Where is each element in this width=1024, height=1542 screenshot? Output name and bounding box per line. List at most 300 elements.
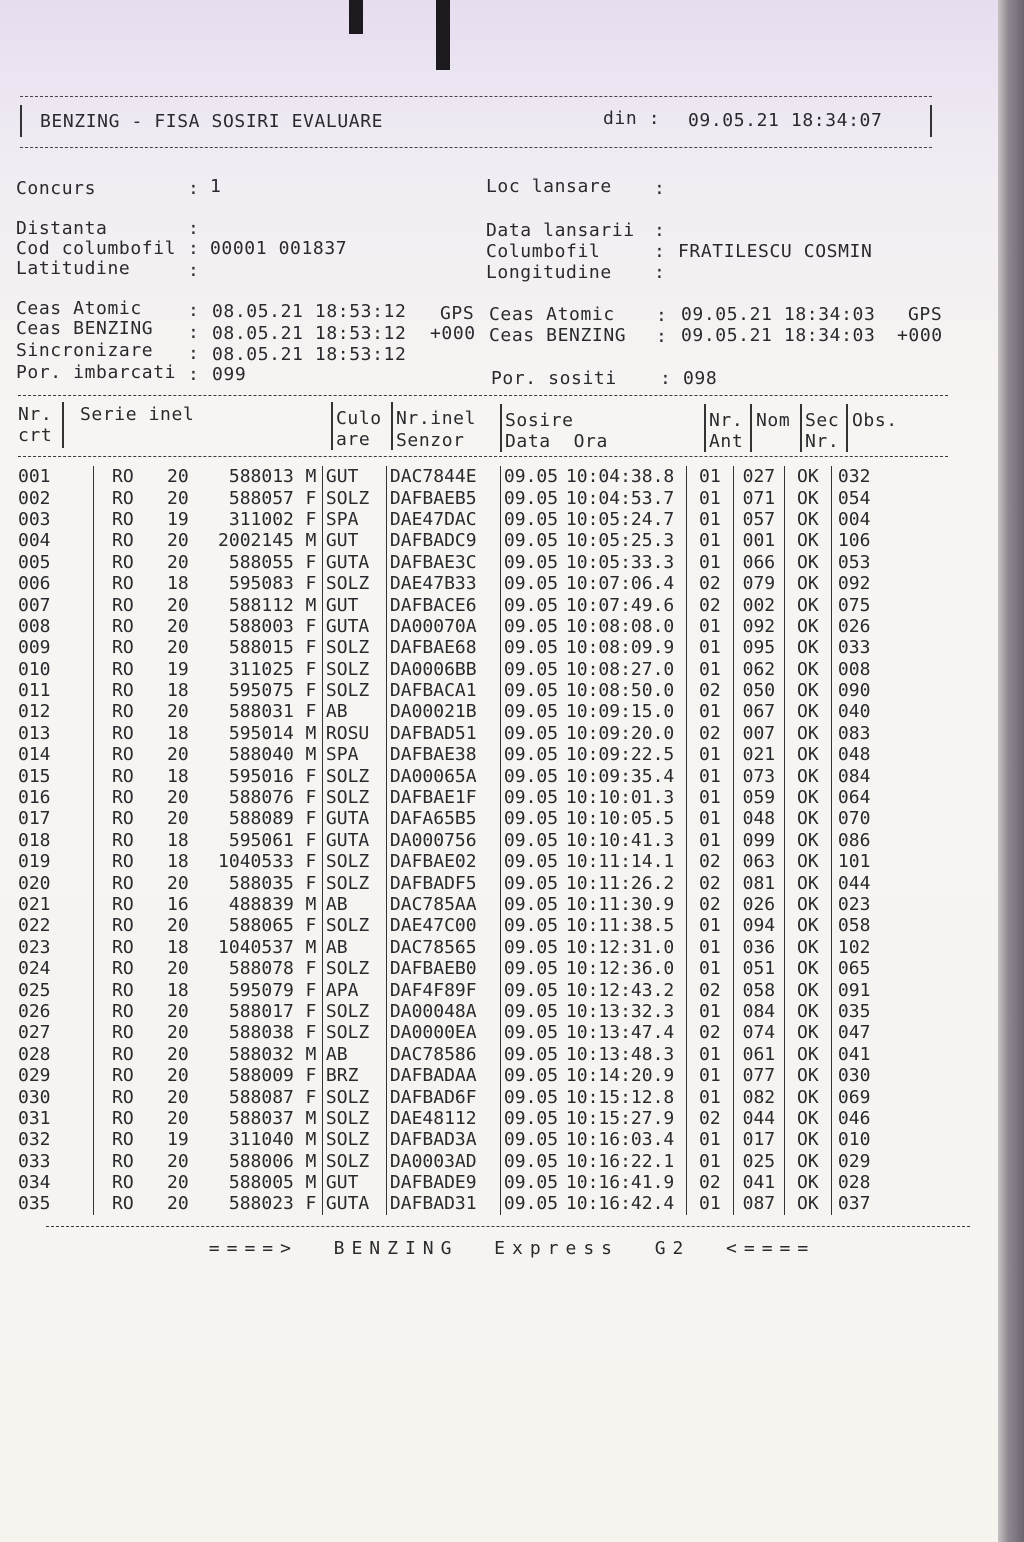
- cell-nom: 026: [733, 894, 784, 915]
- cell-nr-crt: 014: [18, 744, 51, 766]
- cell-ring: 588112: [228, 594, 294, 616]
- right-ceas-benzing-label: Ceas BENZING: [489, 325, 627, 346]
- cell-date: 09.05: [500, 830, 566, 851]
- right-ceas-atomic-src: GPS: [908, 304, 943, 325]
- cell-time: 10:16:41.9: [565, 1172, 675, 1194]
- cell-ring: 1040537: [218, 936, 294, 958]
- cell-nr-crt: 030: [18, 1086, 51, 1108]
- cell-time: 10:08:09.9: [565, 637, 675, 659]
- concurs-label: Concurs: [16, 178, 97, 199]
- cell-nr-crt: 032: [18, 1129, 51, 1151]
- colon: :: [656, 326, 668, 347]
- concurs-value: 1: [210, 176, 222, 197]
- cell-date: 09.05: [500, 680, 566, 701]
- cell-year: 20: [167, 530, 189, 552]
- cell-time: 10:12:36.0: [565, 958, 675, 980]
- cell-sec: OK: [784, 1086, 831, 1107]
- colon: :: [188, 300, 200, 321]
- cell-date: 09.05: [500, 573, 566, 594]
- cell-time: 10:12:31.0: [565, 936, 675, 958]
- cell-obs: 054: [831, 487, 888, 508]
- cell-sensor: DA00065A: [386, 765, 500, 786]
- cell-sec: OK: [784, 530, 831, 551]
- header-divider: [846, 404, 848, 452]
- cell-sec: OK: [784, 765, 831, 786]
- header-divider: [331, 402, 333, 450]
- cell-nr-crt: 025: [18, 979, 51, 1001]
- cell-ring: 588087: [228, 1086, 294, 1108]
- cell-country: RO: [93, 573, 152, 594]
- cell-nr-ant: 01: [686, 1001, 733, 1022]
- cell-date: 09.05: [500, 1044, 566, 1065]
- cell-sec: OK: [784, 958, 831, 979]
- cell-country: RO: [93, 466, 152, 487]
- cell-color: SOLZ: [322, 1108, 386, 1129]
- table-row: [18, 937, 888, 958]
- colon: :: [188, 178, 200, 199]
- cell-nr-crt: 027: [18, 1022, 51, 1044]
- cell-nr-crt: 009: [18, 637, 51, 659]
- cell-sec: OK: [784, 937, 831, 958]
- cell-sec: OK: [784, 1001, 831, 1022]
- cell-time: 10:10:05.5: [565, 808, 675, 830]
- cell-nr-crt: 028: [18, 1043, 51, 1065]
- left-ceas-atomic-value: 08.05.21 18:53:12: [212, 301, 407, 322]
- cell-ring: 588015: [228, 637, 294, 659]
- cell-ring: 588076: [228, 787, 294, 809]
- cell-sensor: DAFBAE38: [386, 744, 500, 765]
- cell-sex: F: [305, 615, 317, 637]
- cell-country: RO: [93, 872, 152, 893]
- cell-year: 18: [167, 936, 189, 958]
- cell-nom: 087: [733, 1193, 784, 1214]
- cell-date: 09.05: [500, 552, 566, 573]
- cell-sec: OK: [784, 466, 831, 487]
- cell-sensor: DAC78586: [386, 1044, 500, 1065]
- cell-nr-ant: 01: [686, 1151, 733, 1172]
- cell-obs: 090: [831, 680, 888, 701]
- cell-obs: 064: [831, 787, 888, 808]
- cell-year: 18: [167, 829, 189, 851]
- cell-date: 09.05: [500, 616, 566, 637]
- cell-sensor: DAC78565: [386, 937, 500, 958]
- report-title: BENZING - FISA SOSIRI EVALUARE: [40, 111, 384, 132]
- cell-nr-crt: 004: [18, 530, 51, 552]
- cell-year: 16: [167, 894, 189, 915]
- cell-year: 18: [167, 722, 189, 744]
- cell-year: 18: [167, 979, 189, 1001]
- cell-nom: 066: [733, 552, 784, 573]
- cell-color: AB: [322, 937, 386, 958]
- cell-nom: 001: [733, 530, 784, 551]
- cell-obs: 065: [831, 958, 888, 979]
- cell-country: RO: [93, 659, 152, 680]
- table-row: [18, 915, 888, 936]
- cell-color: SOLZ: [322, 765, 386, 786]
- table-row: [18, 765, 888, 786]
- cell-country: RO: [93, 594, 152, 615]
- cell-color: SOLZ: [322, 915, 386, 936]
- cell-year: 20: [167, 1150, 189, 1172]
- table-top-rule: [18, 395, 948, 396]
- cell-time: 10:05:24.7: [565, 508, 675, 530]
- cell-date: 09.05: [500, 937, 566, 958]
- cell-country: RO: [93, 509, 152, 530]
- table-row: [18, 1086, 888, 1107]
- col-sosire-1: Sosire: [505, 410, 574, 431]
- cell-color: SOLZ: [322, 1022, 386, 1043]
- cell-date: 09.05: [500, 1172, 566, 1193]
- table-row: [18, 487, 888, 508]
- longitudine-label: Longitudine: [486, 262, 612, 283]
- cell-date: 09.05: [500, 1022, 566, 1043]
- cell-sensor: DAFA65B5: [386, 808, 500, 829]
- colon: :: [656, 305, 668, 326]
- cell-color: SOLZ: [322, 872, 386, 893]
- cell-color: SOLZ: [322, 637, 386, 658]
- cell-time: 10:07:06.4: [565, 573, 675, 595]
- cell-ring: 595079: [228, 979, 294, 1001]
- cell-nr-ant: 01: [686, 787, 733, 808]
- cell-sec: OK: [784, 1022, 831, 1043]
- left-ceas-atomic-src: GPS: [440, 303, 475, 324]
- table-row: [18, 1001, 888, 1022]
- cell-nr-ant: 01: [686, 616, 733, 637]
- cell-year: 20: [167, 701, 189, 723]
- cell-ring: 588040: [228, 744, 294, 766]
- cell-ring: 588009: [228, 1065, 294, 1087]
- table-bottom-rule: [46, 1226, 970, 1227]
- cell-ring: 588003: [228, 615, 294, 637]
- cell-sensor: DA00021B: [386, 701, 500, 722]
- cell-sex: M: [305, 1043, 317, 1065]
- cell-sex: F: [305, 637, 317, 659]
- cell-sec: OK: [784, 509, 831, 530]
- cell-country: RO: [93, 680, 152, 701]
- cell-nom: 099: [733, 830, 784, 851]
- cell-sec: OK: [784, 830, 831, 851]
- cell-ring: 588038: [228, 1022, 294, 1044]
- right-ceas-atomic-value: 09.05.21 18:34:03: [681, 304, 876, 325]
- cell-nr-crt: 031: [18, 1107, 51, 1129]
- cell-year: 20: [167, 744, 189, 766]
- sositi-value: 098: [683, 368, 718, 389]
- cell-country: RO: [93, 637, 152, 658]
- cell-nom: 027: [733, 466, 784, 487]
- cell-nr-crt: 002: [18, 487, 51, 509]
- colon: :: [188, 260, 200, 281]
- cell-date: 09.05: [500, 894, 566, 915]
- columbofil-label: Columbofil: [486, 241, 601, 262]
- table-row: [18, 808, 888, 829]
- cell-sec: OK: [784, 573, 831, 594]
- punch-hole-right: [436, 0, 450, 70]
- table-row: [18, 958, 888, 979]
- cell-sensor: DA00070A: [386, 616, 500, 637]
- cell-country: RO: [93, 979, 152, 1000]
- cell-nom: 073: [733, 765, 784, 786]
- cell-time: 10:14:20.9: [565, 1065, 675, 1087]
- cell-nr-crt: 034: [18, 1172, 51, 1194]
- cell-nr-ant: 01: [686, 958, 733, 979]
- cell-obs: 032: [831, 466, 888, 487]
- cell-year: 20: [167, 1107, 189, 1129]
- col-sec-2: Nr.: [805, 431, 840, 452]
- cell-year: 20: [167, 787, 189, 809]
- cell-sensor: DAFBADAA: [386, 1065, 500, 1086]
- cell-time: 10:11:38.5: [565, 915, 675, 937]
- cell-country: RO: [93, 830, 152, 851]
- cell-sensor: DAFBAE68: [386, 637, 500, 658]
- cell-sec: OK: [784, 616, 831, 637]
- cell-nr-crt: 017: [18, 808, 51, 830]
- cell-ring: 311002: [228, 508, 294, 530]
- cell-obs: 048: [831, 744, 888, 765]
- cell-sec: OK: [784, 851, 831, 872]
- cell-nom: 082: [733, 1086, 784, 1107]
- cell-ring: 588017: [228, 1000, 294, 1022]
- left-ceas-atomic-label: Ceas Atomic: [16, 298, 142, 319]
- cell-nr-crt: 020: [18, 872, 51, 894]
- cell-sex: M: [305, 936, 317, 958]
- cell-nr-crt: 023: [18, 936, 51, 958]
- colon: :: [660, 368, 672, 389]
- cell-sensor: DAC7844E: [386, 466, 500, 487]
- cell-color: SOLZ: [322, 958, 386, 979]
- cell-sensor: DAE47DAC: [386, 509, 500, 530]
- cell-nr-ant: 01: [686, 1086, 733, 1107]
- col-nr-ant-2: Ant: [709, 431, 744, 452]
- cell-nom: 094: [733, 915, 784, 936]
- sincronizare-value: 08.05.21 18:53:12: [212, 344, 407, 365]
- cell-sec: OK: [784, 701, 831, 722]
- cell-obs: 037: [831, 1193, 888, 1214]
- cell-sex: M: [305, 530, 317, 552]
- cell-ring: 595075: [228, 680, 294, 702]
- cell-nr-ant: 02: [686, 1108, 733, 1129]
- cell-date: 09.05: [500, 744, 566, 765]
- cell-nr-crt: 022: [18, 915, 51, 937]
- sositi-label: Por. sositi: [491, 368, 617, 389]
- cell-sex: F: [305, 808, 317, 830]
- cell-country: RO: [93, 530, 152, 551]
- cell-color: AB: [322, 894, 386, 915]
- cell-obs: 028: [831, 1172, 888, 1193]
- cell-obs: 070: [831, 808, 888, 829]
- cell-sex: M: [305, 1129, 317, 1151]
- cell-year: 20: [167, 1172, 189, 1194]
- cell-ring: 311025: [228, 658, 294, 680]
- cell-year: 20: [167, 808, 189, 830]
- cell-ring: 588055: [228, 551, 294, 573]
- din-label: din :: [603, 108, 661, 129]
- cell-nr-ant: 02: [686, 594, 733, 615]
- cell-nom: 074: [733, 1022, 784, 1043]
- cell-country: RO: [93, 958, 152, 979]
- header-divider: [62, 402, 64, 448]
- colon: :: [654, 262, 666, 283]
- cell-sec: OK: [784, 723, 831, 744]
- cell-time: 10:15:27.9: [565, 1107, 675, 1129]
- cell-year: 20: [167, 872, 189, 894]
- cell-ring: 588006: [228, 1150, 294, 1172]
- cell-date: 09.05: [500, 979, 566, 1000]
- cell-obs: 083: [831, 723, 888, 744]
- colon: :: [188, 238, 200, 259]
- cell-country: RO: [93, 1172, 152, 1193]
- cell-date: 09.05: [500, 1086, 566, 1107]
- cell-sex: M: [305, 744, 317, 766]
- cell-date: 09.05: [500, 530, 566, 551]
- cell-nr-ant: 01: [686, 637, 733, 658]
- cell-country: RO: [93, 1193, 152, 1214]
- cell-date: 09.05: [500, 1001, 566, 1022]
- cell-nr-ant: 02: [686, 573, 733, 594]
- cell-sec: OK: [784, 979, 831, 1000]
- colon: :: [188, 343, 200, 364]
- cell-nom: 021: [733, 744, 784, 765]
- cell-nr-ant: 01: [686, 744, 733, 765]
- cell-sec: OK: [784, 659, 831, 680]
- cell-sec: OK: [784, 894, 831, 915]
- cell-date: 09.05: [500, 787, 566, 808]
- cell-sensor: DAE47C00: [386, 915, 500, 936]
- cell-obs: 026: [831, 616, 888, 637]
- cell-time: 10:16:22.1: [565, 1150, 675, 1172]
- table-row: [18, 552, 888, 573]
- cell-color: GUTA: [322, 616, 386, 637]
- cell-time: 10:13:32.3: [565, 1000, 675, 1022]
- cell-time: 10:15:12.8: [565, 1086, 675, 1108]
- table-row: [18, 744, 888, 765]
- cell-obs: 030: [831, 1065, 888, 1086]
- col-nr-inel-1: Nr.inel: [396, 408, 477, 429]
- table-row: [18, 466, 888, 487]
- table-row: [18, 830, 888, 851]
- cell-sec: OK: [784, 487, 831, 508]
- cell-obs: 044: [831, 872, 888, 893]
- cell-sex: F: [305, 787, 317, 809]
- table-row: [18, 573, 888, 594]
- cell-country: RO: [93, 787, 152, 808]
- cell-country: RO: [93, 937, 152, 958]
- cell-year: 20: [167, 1065, 189, 1087]
- cell-nom: 051: [733, 958, 784, 979]
- cell-sensor: DAFBAEB0: [386, 958, 500, 979]
- cell-nr-crt: 005: [18, 551, 51, 573]
- cell-sensor: DA0000EA: [386, 1022, 500, 1043]
- cell-sensor: DAFBAEB5: [386, 487, 500, 508]
- cell-obs: 092: [831, 573, 888, 594]
- cell-nom: 044: [733, 1108, 784, 1129]
- cell-color: SOLZ: [322, 487, 386, 508]
- punch-hole-left: [349, 0, 363, 34]
- table-row: [18, 1044, 888, 1065]
- cell-obs: 008: [831, 659, 888, 680]
- cell-time: 10:12:43.2: [565, 979, 675, 1001]
- cell-obs: 046: [831, 1108, 888, 1129]
- cell-obs: 075: [831, 594, 888, 615]
- cell-nr-ant: 01: [686, 937, 733, 958]
- cell-nr-ant: 02: [686, 1022, 733, 1043]
- distanta-label: Distanta: [16, 218, 108, 239]
- cell-ring: 488839: [228, 894, 294, 915]
- cell-ring: 595061: [228, 829, 294, 851]
- cell-nom: 007: [733, 723, 784, 744]
- cell-sex: F: [305, 701, 317, 723]
- cell-date: 09.05: [500, 637, 566, 658]
- cell-sensor: DA00048A: [386, 1001, 500, 1022]
- cell-nr-crt: 008: [18, 615, 51, 637]
- colon: :: [654, 220, 666, 241]
- cell-year: 19: [167, 508, 189, 530]
- cell-nom: 025: [733, 1151, 784, 1172]
- cell-year: 18: [167, 851, 189, 873]
- cell-country: RO: [93, 723, 152, 744]
- report-datetime: 09.05.21 18:34:07: [688, 110, 883, 131]
- cell-ring: 1040533: [218, 851, 294, 873]
- cell-ring: 588035: [228, 872, 294, 894]
- table-row: [18, 1193, 888, 1214]
- cell-date: 09.05: [500, 808, 566, 829]
- col-sosire-2: Data Ora: [505, 431, 608, 452]
- cell-sex: F: [305, 958, 317, 980]
- cell-nr-ant: 01: [686, 830, 733, 851]
- cell-country: RO: [93, 552, 152, 573]
- cell-sensor: DAFBACA1: [386, 680, 500, 701]
- cell-time: 10:08:08.0: [565, 615, 675, 637]
- cell-country: RO: [93, 1086, 152, 1107]
- cell-time: 10:04:53.7: [565, 487, 675, 509]
- cell-color: SOLZ: [322, 1001, 386, 1022]
- cell-nr-ant: 01: [686, 1044, 733, 1065]
- cell-nr-ant: 01: [686, 1065, 733, 1086]
- cell-sensor: DAFBADC9: [386, 530, 500, 551]
- cell-sec: OK: [784, 1065, 831, 1086]
- cell-country: RO: [93, 1044, 152, 1065]
- cell-sec: OK: [784, 1044, 831, 1065]
- cell-date: 09.05: [500, 872, 566, 893]
- cell-obs: 023: [831, 894, 888, 915]
- table-row: [18, 680, 888, 701]
- cell-year: 20: [167, 551, 189, 573]
- cell-nr-crt: 003: [18, 508, 51, 530]
- cell-nr-ant: 02: [686, 894, 733, 915]
- cell-time: 10:13:47.4: [565, 1022, 675, 1044]
- cell-nr-ant: 01: [686, 915, 733, 936]
- cell-sex: M: [305, 594, 317, 616]
- cell-time: 10:10:01.3: [565, 787, 675, 809]
- cell-color: GUT: [322, 1172, 386, 1193]
- cell-color: SPA: [322, 509, 386, 530]
- cell-nom: 059: [733, 787, 784, 808]
- cell-color: ROSU: [322, 723, 386, 744]
- colon: :: [188, 322, 200, 343]
- cell-time: 10:07:49.6: [565, 594, 675, 616]
- cell-color: GUTA: [322, 808, 386, 829]
- cell-nr-crt: 033: [18, 1150, 51, 1172]
- cell-date: 09.05: [500, 1129, 566, 1150]
- cell-nr-ant: 01: [686, 701, 733, 722]
- colon: :: [188, 364, 200, 385]
- col-nr-crt-2: crt: [18, 425, 53, 446]
- cell-ring: 588005: [228, 1172, 294, 1194]
- cell-sec: OK: [784, 744, 831, 765]
- arrivals-table: [18, 466, 888, 1215]
- col-nom: Nom: [756, 410, 791, 431]
- cell-sensor: DAE47B33: [386, 573, 500, 594]
- cell-sec: OK: [784, 1193, 831, 1214]
